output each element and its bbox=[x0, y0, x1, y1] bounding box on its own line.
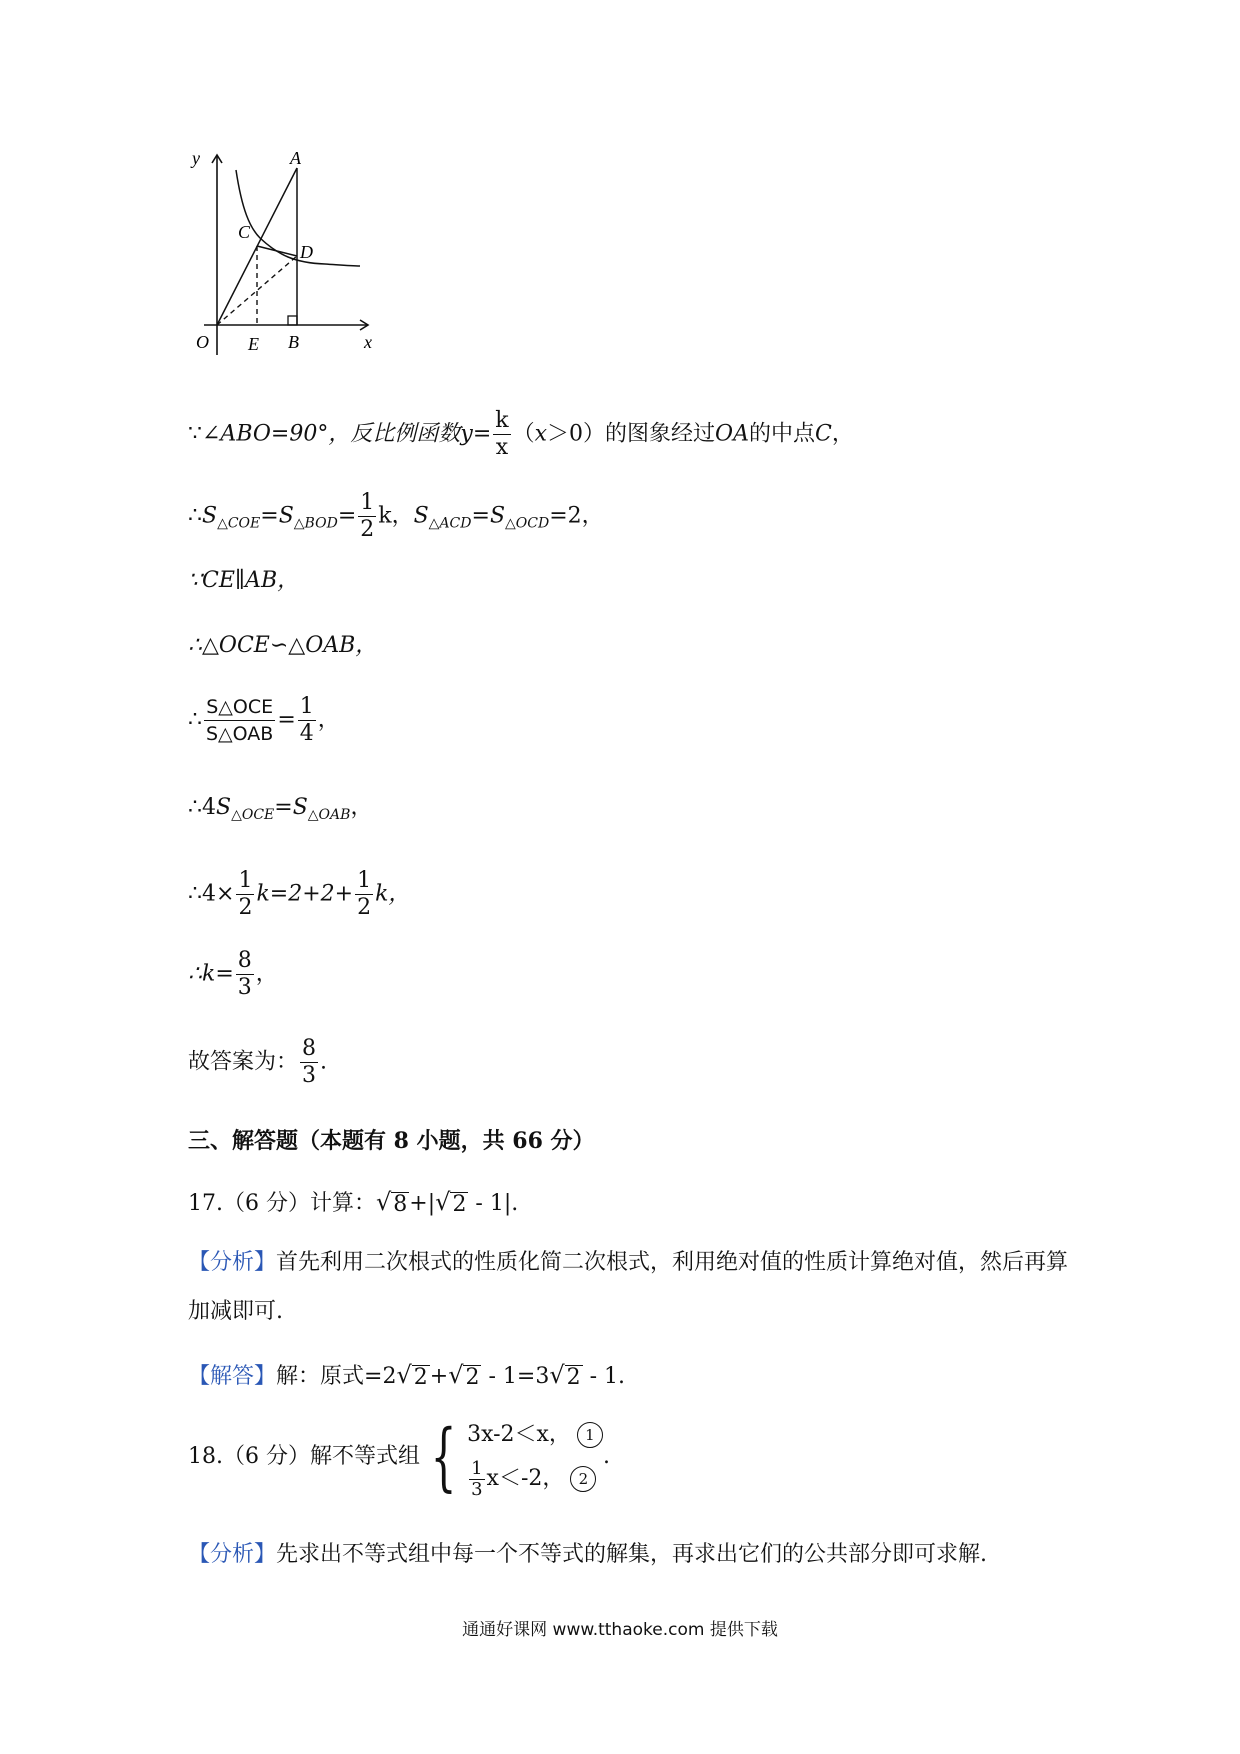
equals: = bbox=[274, 795, 293, 820]
circled-number-1: 1 bbox=[577, 1422, 603, 1448]
area-subscript: △OCE bbox=[231, 807, 275, 823]
sqrt-expression bbox=[376, 1187, 409, 1217]
paren-open: （ bbox=[512, 421, 535, 447]
equals: = bbox=[337, 503, 357, 529]
radicand: 2 bbox=[465, 1365, 480, 1390]
page-footer: 通通好课网 www.tthaoke.com 提供下载 bbox=[462, 1620, 778, 1640]
therefore-k-equals: ∴k= bbox=[188, 961, 234, 987]
answer-text: 解：原式=2 bbox=[276, 1364, 397, 1389]
frac-den: S△OAB bbox=[206, 723, 274, 745]
label-b: B bbox=[288, 332, 299, 352]
frac-num: S△OCE bbox=[206, 696, 274, 718]
point-label-c: C bbox=[814, 421, 832, 447]
q17-analysis-line-2: 加减即可. bbox=[188, 1299, 283, 1324]
inequality-system bbox=[467, 1413, 603, 1501]
analysis-text: 首先利用二次根式的性质化简二次根式，利用绝对值的性质计算绝对值，然后再算 bbox=[276, 1250, 1069, 1275]
radicand: 2 bbox=[413, 1365, 428, 1390]
area-subscript: △BOD bbox=[293, 515, 338, 532]
analysis-tag: 【分析】 bbox=[188, 1250, 277, 1275]
solution-line-5 bbox=[188, 694, 340, 747]
label-c: C bbox=[238, 222, 251, 242]
answer-label: 故答案为： bbox=[188, 1049, 299, 1075]
radical-sign: √ bbox=[549, 1361, 565, 1389]
label-y: y bbox=[192, 150, 200, 168]
period: . bbox=[602, 1444, 610, 1469]
q17-analysis-line-1 bbox=[188, 1248, 1068, 1278]
area-s: S bbox=[216, 795, 232, 820]
radicand: 2 bbox=[452, 1192, 467, 1217]
right-angle-mark bbox=[288, 316, 297, 325]
section-heading: 三、解答题（本题有 8 小题，共 66 分） bbox=[188, 1128, 595, 1154]
fraction-one-half bbox=[358, 490, 376, 543]
area-s: S bbox=[278, 503, 294, 529]
comma: ， bbox=[350, 795, 373, 820]
condition-text: ＞0）的图象经过 bbox=[547, 421, 716, 447]
fraction-area-ratio bbox=[204, 694, 275, 747]
frac-num: 8 bbox=[237, 948, 252, 973]
label-d: D bbox=[300, 242, 313, 262]
area-s: S bbox=[489, 503, 506, 529]
comma: ， bbox=[255, 961, 278, 987]
answer-middle: - 1=3 bbox=[481, 1364, 550, 1389]
question-18 bbox=[188, 1407, 610, 1507]
inequality-2: x＜-2， bbox=[486, 1466, 565, 1491]
label-e: E bbox=[248, 334, 259, 354]
comma: ， bbox=[831, 421, 854, 447]
sqrt-expression bbox=[396, 1360, 429, 1390]
sqrt-expression bbox=[435, 1187, 468, 1217]
inequality-row-2 bbox=[467, 1457, 603, 1501]
solution-line-2 bbox=[188, 490, 604, 543]
expression-tail: - 1|. bbox=[468, 1191, 519, 1216]
fraction-one-third bbox=[469, 1459, 484, 1500]
fraction-one-quarter bbox=[298, 694, 316, 747]
frac-num: 8 bbox=[302, 1036, 317, 1061]
area-subscript: △COE bbox=[217, 515, 261, 532]
analysis-tag: 【分析】 bbox=[188, 1542, 277, 1567]
fraction-one-half bbox=[355, 868, 373, 921]
solution-line-3: ∵CE∥AB， bbox=[188, 568, 300, 593]
question-stem: 18.（6 分）解不等式组 bbox=[188, 1444, 420, 1469]
answer-tag: 【解答】 bbox=[188, 1364, 277, 1389]
frac-den: 2 bbox=[357, 895, 372, 920]
frac-num: 1 bbox=[471, 1457, 483, 1479]
radicand: 2 bbox=[566, 1365, 581, 1390]
frac-den: 2 bbox=[360, 517, 375, 542]
geometry-diagram bbox=[190, 150, 380, 360]
area-s: S bbox=[413, 503, 429, 529]
frac-num: 1 bbox=[360, 490, 375, 515]
analysis-text: 先求出不等式组中每一个不等式的解集，再求出它们的公共部分即可求解. bbox=[276, 1542, 988, 1567]
fraction-eight-thirds bbox=[300, 1036, 318, 1089]
k-term: k， bbox=[378, 503, 414, 529]
equation-middle: k=2+2+ bbox=[256, 881, 354, 907]
because-symbol: ∵ bbox=[188, 421, 202, 447]
plus-abs: +| bbox=[409, 1191, 436, 1216]
area-s: S bbox=[292, 795, 308, 820]
solution-line-7 bbox=[188, 868, 410, 921]
area-subscript: △OCD bbox=[505, 515, 550, 532]
var-x: x bbox=[534, 421, 548, 447]
segment-cd bbox=[257, 246, 297, 256]
question-stem: 17.（6 分）计算： bbox=[188, 1191, 376, 1216]
period: . bbox=[320, 1049, 328, 1075]
therefore-four-times: ∴4× bbox=[188, 881, 235, 907]
frac-den: 2 bbox=[238, 895, 253, 920]
therefore-symbol: ∴ bbox=[188, 503, 202, 529]
fraction-k-over-x bbox=[493, 408, 510, 461]
label-x: x bbox=[364, 332, 372, 352]
equals: = bbox=[472, 421, 492, 447]
radical-sign: √ bbox=[375, 1188, 392, 1216]
plus: + bbox=[429, 1364, 449, 1389]
fraction-one-half bbox=[236, 868, 254, 921]
equals: = bbox=[277, 707, 296, 733]
radical-sign: √ bbox=[396, 1361, 412, 1389]
k-term: k， bbox=[375, 881, 411, 907]
frac-num: 1 bbox=[357, 868, 372, 893]
therefore-symbol: ∴ bbox=[188, 707, 202, 733]
solution-line-1 bbox=[188, 408, 854, 461]
frac-den: 3 bbox=[302, 1063, 317, 1088]
segment-label-oa: OA bbox=[715, 421, 749, 447]
solution-line-6 bbox=[188, 793, 372, 830]
label-o: O bbox=[196, 332, 209, 352]
solution-line-8 bbox=[188, 948, 278, 1001]
angle-statement: ∠ABO=90°，反比例函数 bbox=[202, 421, 461, 447]
area-subscript: △ACD bbox=[428, 515, 472, 532]
area-s: S bbox=[202, 503, 218, 529]
area-subscript: △OAB bbox=[307, 807, 351, 823]
solution-line-9 bbox=[188, 1036, 327, 1089]
radicand: 8 bbox=[393, 1192, 408, 1217]
radical-sign: √ bbox=[435, 1188, 451, 1216]
frac-num: 1 bbox=[299, 694, 314, 719]
circled-number-2: 2 bbox=[570, 1466, 596, 1492]
fraction-eight-thirds bbox=[236, 948, 254, 1001]
label-a: A bbox=[290, 150, 301, 168]
equals: = bbox=[471, 503, 490, 529]
frac-num: k bbox=[495, 408, 509, 433]
comma: ， bbox=[317, 707, 340, 733]
inequality-1: 3x-2＜x， bbox=[467, 1422, 571, 1447]
radical-sign: √ bbox=[448, 1361, 464, 1389]
frac-den: x bbox=[495, 435, 509, 460]
midpoint-text: 的中点 bbox=[748, 421, 815, 447]
system-brace: { bbox=[430, 1414, 457, 1500]
answer-end: - 1. bbox=[582, 1364, 626, 1389]
frac-num: 1 bbox=[238, 868, 253, 893]
solution-line-4: ∴△OCE∽△OAB， bbox=[188, 633, 378, 658]
question-17 bbox=[188, 1187, 518, 1219]
equals: = bbox=[260, 503, 279, 529]
frac-den: 4 bbox=[299, 721, 314, 746]
q18-analysis bbox=[188, 1540, 987, 1570]
var-y: y bbox=[460, 421, 473, 447]
therefore-four: ∴4 bbox=[188, 795, 216, 820]
equals-two: =2， bbox=[549, 503, 604, 529]
frac-den: 3 bbox=[471, 1478, 483, 1500]
frac-den: 3 bbox=[237, 975, 252, 1000]
